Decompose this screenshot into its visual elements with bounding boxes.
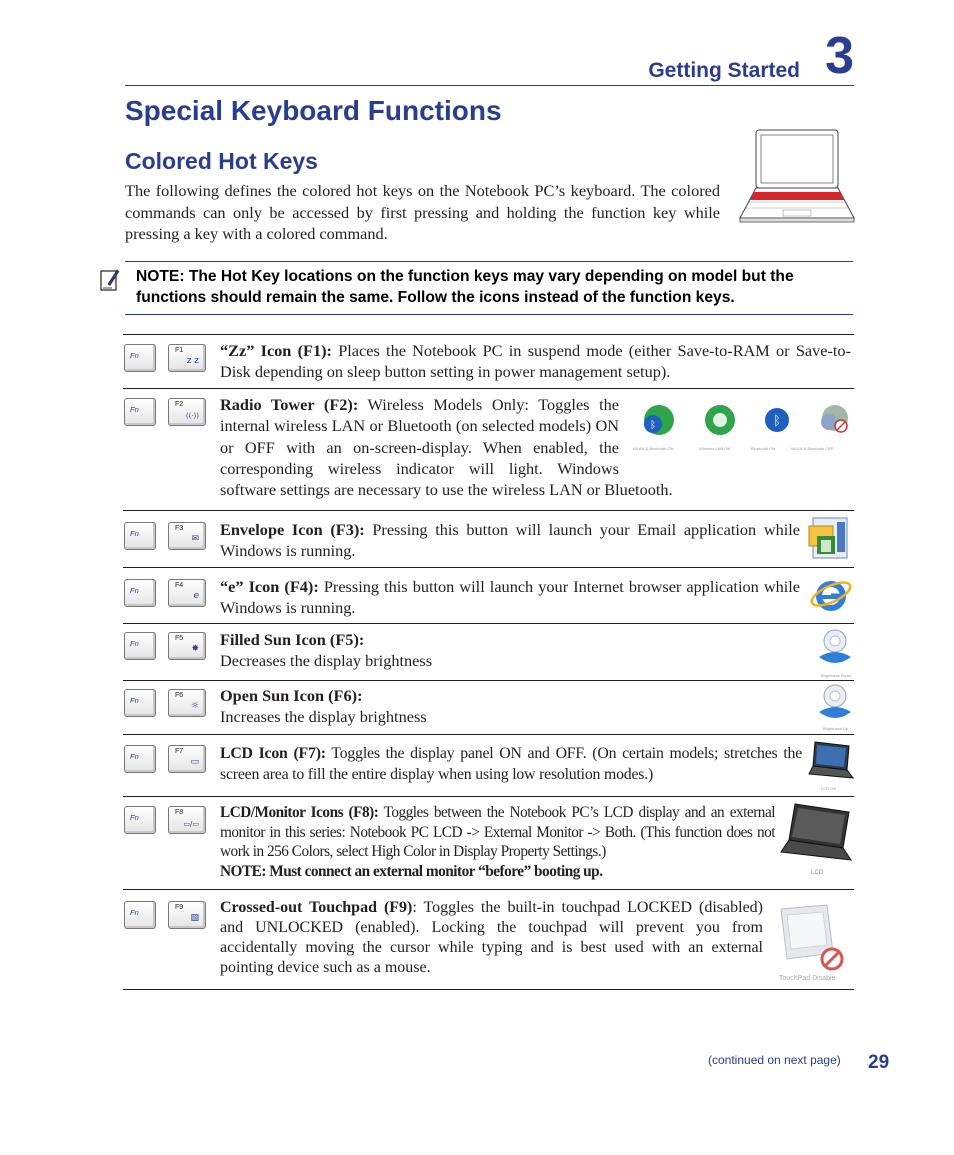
chapter-header — [125, 27, 854, 86]
note-top-rule — [125, 261, 853, 262]
wireless-caption: Bluetooth ON — [751, 446, 776, 451]
f3-key — [168, 522, 206, 550]
hotkey-title: Envelope Icon (F3): — [220, 520, 365, 539]
hotkey-row-f5 — [123, 623, 854, 680]
wireless-caption: WLAN & Bluetooth OFF — [791, 446, 834, 451]
hotkey-text: Toggles between the Notebook PC’s LCD display and an external monitor in this series: Notebook PC LCD -> External Monitor -> Both. (This function does not work in 256 Colors, select High Color in Display Property Settings.) — [220, 804, 775, 861]
hotkey-description — [220, 743, 802, 786]
hotkey-description — [220, 576, 800, 619]
key-name: F9 — [175, 904, 184, 911]
hotkey-row-f1 — [123, 334, 854, 388]
fn-key — [124, 398, 156, 426]
lcd-on-icon — [807, 740, 855, 784]
hotkey-text: Pressing this button will launch your Email application while Windows is running. — [220, 520, 801, 561]
fn-key — [124, 522, 156, 550]
key-name: F4 — [175, 582, 184, 589]
note-text: NOTE: The Hot Key locations on the function keys may vary depending on model but the functions should remain the same. Follow the icons instead of the function keys. — [136, 268, 794, 306]
svg-text:LCD: LCD — [810, 870, 824, 874]
key-name: F1 — [175, 347, 184, 354]
hotkey-text: Decreases the display brightness — [220, 651, 433, 671]
f2-key — [168, 398, 206, 426]
sleep-icon: z z — [186, 356, 199, 366]
fn-key-label: Fn — [130, 405, 139, 414]
f4-key — [168, 579, 206, 607]
key-name: F7 — [175, 748, 184, 755]
key-name: F8 — [175, 809, 184, 816]
intro-paragraph: The following defines the colored hot keys on the Notebook PC’s keyboard. The colored commands can only be accessed by first pressing and holding the function key while pressing a key with a colored command. — [125, 181, 720, 243]
hotkey-row-f6 — [123, 680, 854, 734]
hotkey-description — [220, 519, 800, 562]
note-bottom-rule — [125, 314, 853, 315]
brightness-caption: Brightness Down — [821, 673, 852, 678]
hotkey-title: Filled Sun Icon (F5): — [220, 630, 365, 649]
section-heading: Colored Hot Keys — [125, 148, 318, 174]
key-name: F3 — [175, 525, 184, 532]
filled-sun-icon: ✸ — [191, 644, 199, 654]
fn-key — [124, 632, 156, 660]
note-pencil-icon — [100, 268, 120, 292]
hotkey-description — [220, 685, 800, 728]
fn-key — [124, 579, 156, 607]
hotkey-title: LCD/Monitor Icons (F8): — [220, 804, 379, 821]
brightness-down-icon — [815, 627, 855, 671]
f1-key — [168, 344, 206, 372]
hotkey-description — [220, 629, 800, 672]
fn-key — [124, 689, 156, 717]
fn-key — [124, 901, 156, 929]
svg-text:ᛒ: ᛒ — [773, 414, 781, 429]
hotkey-title: LCD Icon (F7): — [220, 745, 326, 762]
email-app-icon — [807, 516, 853, 560]
fn-key — [124, 745, 156, 773]
hotkey-row-f2 — [123, 388, 854, 510]
hotkey-note: NOTE: Must connect an external monitor “before” booting up. — [220, 862, 603, 880]
hotkey-text: Increases the display brightness — [220, 707, 427, 727]
radio-tower-icon: ((·)) — [185, 412, 199, 420]
svg-text:ᛒ: ᛒ — [650, 420, 656, 431]
envelope-icon: ✉ — [191, 534, 199, 544]
hotkey-row-f4 — [123, 567, 854, 623]
hotkey-title: Radio Tower (F2): — [220, 395, 359, 414]
lcd-caption: LCD ON — [821, 786, 837, 791]
internet-explorer-icon — [809, 573, 853, 617]
internet-e-icon: e — [193, 591, 199, 601]
brightness-caption: Brightness Up — [823, 726, 849, 731]
hotkey-title: “Zz” Icon (F1): — [220, 341, 332, 360]
touchpad-icon: ▧ — [190, 913, 199, 923]
hotkey-description — [220, 340, 851, 383]
lcd-monitor-icon: ▭/▭ — [183, 820, 199, 828]
fn-key-label: Fn — [130, 529, 139, 538]
fn-key — [124, 806, 156, 834]
row-rule — [123, 989, 854, 990]
hotkey-text: Places the Notebook PC in suspend mode (either Save-to-RAM or Save-to-Disk depending on sleep button setting in power management setup). — [220, 341, 851, 382]
fn-key-label: Fn — [130, 351, 139, 360]
touchpad-disable-icon — [773, 903, 853, 971]
wireless-caption: WLAN & Bluetooth ON — [633, 446, 674, 451]
fn-key-label: Fn — [130, 813, 139, 822]
hotkey-text: Pressing this button will launch your Internet browser application while Windows is running. — [220, 577, 800, 618]
fn-key-label: Fn — [130, 639, 139, 648]
hotkey-row-f3 — [123, 510, 854, 567]
section-title: Getting Started — [648, 59, 800, 82]
continued-note: (continued on next page) — [708, 1053, 841, 1067]
f6-key — [168, 689, 206, 717]
hotkey-title: “e” Icon (F4): — [220, 577, 319, 596]
chapter-number: 3 — [825, 27, 854, 85]
open-sun-icon: ☼ — [190, 701, 199, 711]
hotkey-text: Wireless Models Only: Toggles the internal wireless LAN or Bluetooth (on selected models) ON or OFF with an on-screen-display. When enabled, the corresponding wireless indicator will light. Windows software settings are necessary to use the wireless LAN or Bluetooth. — [220, 395, 673, 500]
hotkey-text: : Toggles the built-in touchpad LOCKED (disabled) and UNLOCKED (enabled). Locking the touchpad will prevent you from accidentally moving the cursor while typing and is best used with an external pointing device such as a mouse. — [220, 899, 763, 976]
key-name: F2 — [175, 401, 184, 408]
external-monitor-laptop-icon — [779, 802, 853, 874]
brightness-up-icon — [815, 682, 855, 726]
page-number: 29 — [868, 1052, 890, 1073]
hotkey-description — [220, 898, 763, 978]
hotkey-row-f9 — [123, 889, 854, 989]
f9-key — [168, 901, 206, 929]
key-name: F6 — [175, 692, 184, 699]
wireless-caption: Wireless LAN ON — [699, 446, 731, 451]
laptop-illustration — [738, 126, 856, 228]
hotkey-text: Toggles the display panel ON and OFF. (On certain models; stretches the screen area to fill the entire display when using low resolution modes.) — [220, 745, 803, 784]
touchpad-caption: TouchPad Disable — [779, 975, 836, 982]
fn-key — [124, 344, 156, 372]
hotkey-description — [220, 803, 775, 881]
fn-key-label: Fn — [130, 752, 139, 761]
f7-key — [168, 745, 206, 773]
fn-key-label: Fn — [130, 586, 139, 595]
hotkey-title: Open Sun Icon (F6): — [220, 686, 363, 705]
wireless-osd-icons — [633, 400, 853, 448]
hotkey-row-f8 — [123, 796, 854, 889]
hotkey-row-f7 — [123, 734, 854, 796]
f8-key — [168, 806, 206, 834]
key-name: F5 — [175, 635, 184, 642]
page-title: Special Keyboard Functions — [125, 95, 502, 126]
fn-key-label: Fn — [130, 908, 139, 917]
f5-key — [168, 632, 206, 660]
lcd-icon: ▭ — [190, 757, 199, 767]
fn-key-label: Fn — [130, 696, 139, 705]
hotkey-title: Crossed-out Touchpad (F9) — [220, 899, 413, 916]
